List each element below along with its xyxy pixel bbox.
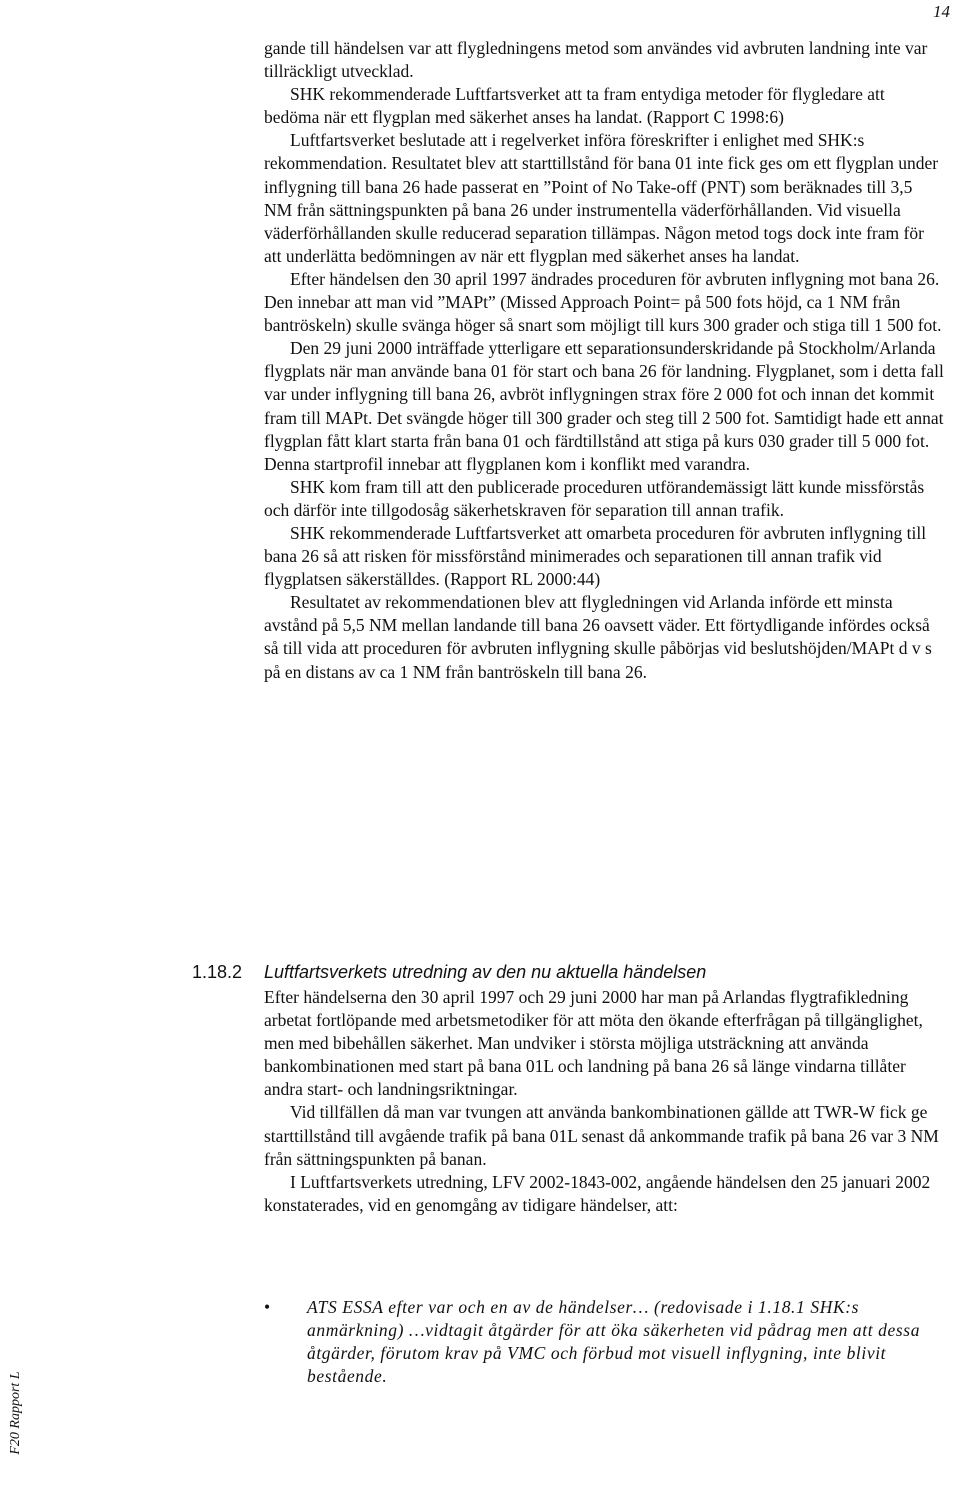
paragraph: Vid tillfällen då man var tvungen att använda bankombinationen gällde att TWR-W fick ge starttillstånd till avgående trafik på bana 01L senast då ankommande trafik på bana 26 var 3 NM från sättningspunkten på banan. bbox=[264, 1102, 939, 1169]
paragraph: Luftfartsverket beslutade att i regelverket införa föreskrifter i enlighet med SHK:s rekommendation. Resultatet blev att starttillstånd för bana 01 inte fick ges om ett flygplan under inflygning till bana 26 hade passerat en ”Point of No Take-off (PNT) som beräknades till 3,5 NM från sättningspunkten på bana 26 under instrumentella väderförhållanden. Vid visuella väderförhållanden skulle reducerad separation tillämpas. Någon metod togs dock inte fram för att underlätta bedömningen av när ett flygplan med säkerhet anses ha landat. bbox=[264, 130, 939, 266]
paragraph: SHK rekommenderade Luftfartsverket att omarbeta proceduren för avbruten inflygning till bana 26 så att risken för missförstånd minimerades och separationen till annan trafik vid flygplatsen säkerställdes. (Rapport RL 2000:44) bbox=[264, 522, 927, 590]
paragraph: Den 29 juni 2000 inträffade ytterligare ett separationsunderskridande på Stockholm/Arlanda flygplats när man använde bana 01 för start och bana 26 för landning. Flygplanet, som i detta fall var under inflygning till bana 26, avbröt inflygningen strax före 2 000 fot och innan det kommit fram till MAPt. Det svängde höger till 300 grader och steg till 2 500 fot. Samtidigt hade ett annat flygplan fått klart starta från bana 01 och färdtillstånd att stiga på kurs 030 grader till 5 000 fot. Denna startprofil innebar att flygplanen kom i konflikt med varandra. bbox=[264, 338, 944, 474]
paragraph: gande till händelsen var att flygledningens metod som användes vid avbruten landning inte var tillräckligt utvecklad. bbox=[264, 38, 928, 82]
bullet-text: ATS ESSA efter var och en av de händelser… (redovisade i 1.18.1 SHK:s anmärkning) …vidtagit åtgärder för att öka säkerheten vid pådrag men att dessa åtgärder, förutom krav på VMC och förbud mot visuell inflygning, inte blivit bestående. bbox=[307, 1297, 921, 1387]
bullet-icon: • bbox=[264, 1297, 271, 1317]
upper-body-text bbox=[264, 37, 944, 684]
section-number: 1.18.2 bbox=[192, 962, 243, 982]
sidebar-report-label: F20 Rapport L bbox=[8, 1371, 23, 1455]
paragraph: Efter händelsen den 30 april 1997 ändrades proceduren för avbruten inflygning mot bana 26. Den innebar att man vid ”MAPt” (Missed Approach Point= på 500 fots höjd, ca 1 NM från bantröskeln) skulle svänga höger så snart som möjligt till kurs 300 grader och stiga till 1 500 fot. bbox=[264, 268, 942, 336]
paragraph: SHK rekommenderade Luftfartsverket att ta fram entydiga metoder för flygledare att bedöma när ett flygplan med säkerhet anses ha landat. (Rapport C 1998:6) bbox=[264, 84, 885, 128]
lower-body-text bbox=[264, 986, 944, 1217]
paragraph: SHK kom fram till att den publicerade proceduren utförandemässigt lätt kunde missförstås och därför inte tillgodosåg säkerhetskraven för separation till annan trafik. bbox=[264, 476, 925, 520]
paragraph: I Luftfartsverkets utredning, LFV 2002-1843-002, angående händelsen den 25 januari 2002 konstaterades, vid en genomgång av tidigare händelser, att: bbox=[264, 1171, 931, 1215]
paragraph: Resultatet av rekommendationen blev att flygledningen vid Arlanda införde ett minsta avstånd på 5,5 NM mellan landande till bana 26 oavsett väder. Ett förtydligande infördes också så till vida att proceduren för avbruten inflygning skulle påbörjas vid beslutshöjden/MAPt d v s på en distans av ca 1 NM från bantröskeln till bana 26. bbox=[264, 592, 932, 682]
bullet-item bbox=[264, 1296, 934, 1388]
bullet-list bbox=[264, 1296, 934, 1388]
page-number: 14 bbox=[933, 2, 950, 21]
section-heading bbox=[192, 962, 932, 983]
section-title: Luftfartsverkets utredning av den nu aktuella händelsen bbox=[264, 962, 707, 982]
paragraph: Efter händelserna den 30 april 1997 och 29 juni 2000 har man på Arlandas flygtrafikledning arbetat fortlöpande med arbetsmetodiker för att möta den ökande efterfrågan på tillgänglighet, men med bibehållen säkerhet. Man undviker i största möjliga utsträckning att använda bankombinationen med start på bana 01L och landning på bana 26 så länge vindarna tillåter andra start- och landningsriktningar. bbox=[264, 987, 923, 1100]
